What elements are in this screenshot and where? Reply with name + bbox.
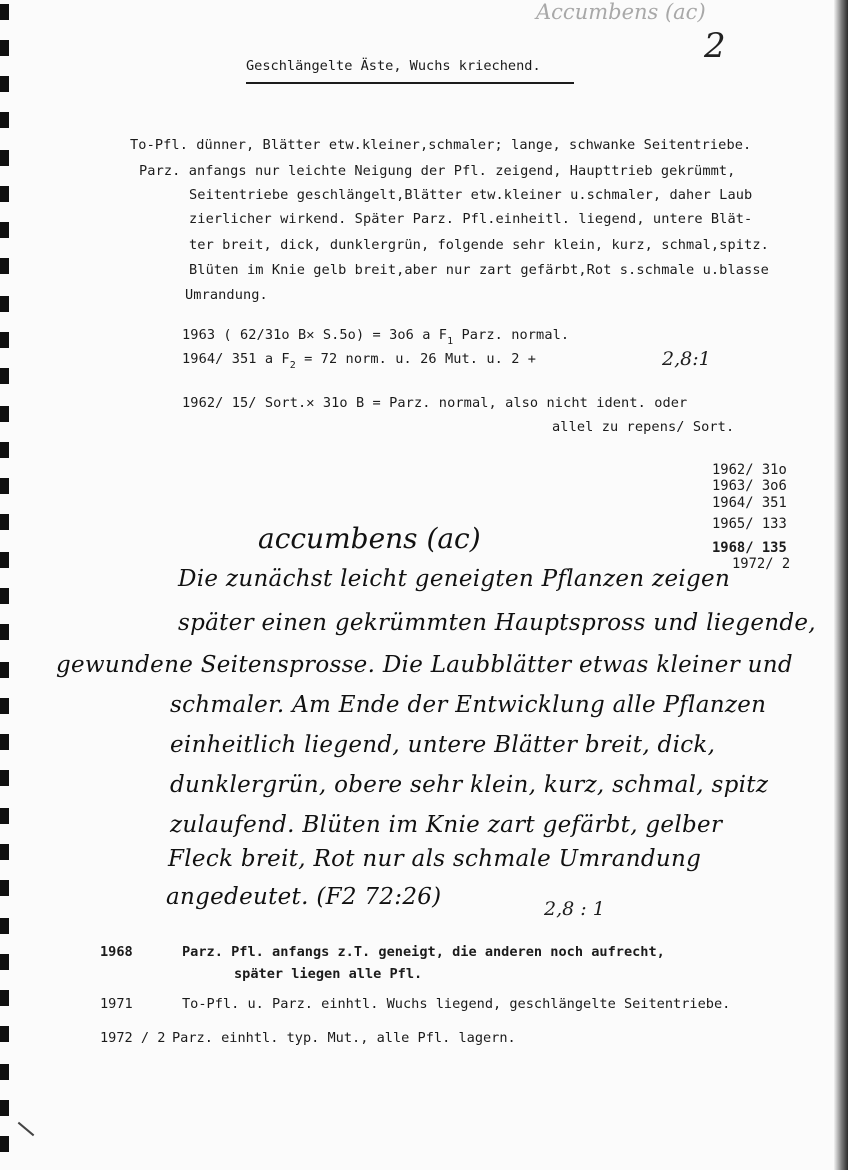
years-item: 1963/ 3o6 [712,478,787,494]
years-item: 1972/ 2 [732,556,791,572]
page-title: Geschlängelte Äste, Wuchs kriechend. [246,58,541,74]
title-underline [246,82,574,84]
description-line: zierlicher wirkend. Später Parz. Pfl.einheitl. liegend, untere Blät- [189,211,753,227]
corner-mark [18,1122,35,1136]
years-item: 1962/ 31o [712,462,787,478]
note-year: 1971 [100,996,133,1012]
handwritten-line: gewundene Seitensprosse. Die Laubblätter etwas kleiner und [56,652,793,678]
handwritten-line: Fleck breit, Rot nur als schmale Umrandung [168,846,702,872]
binder-edge [0,0,14,1170]
pencil-note: Accumbens (ac) [536,0,706,24]
note-year: 1972 / 2 [100,1030,166,1046]
cross-line-3: 1962/ 15/ Sort.✕ 31o B = Parz. normal, also nicht ident. oder [182,395,688,411]
page-number: 2 [704,26,726,66]
handwritten-line: später einen gekrümmten Hauptspross und liegende, [178,610,816,636]
handwritten-line: einheitlich liegend, untere Blätter breit, dick, [170,732,716,758]
handwritten-heading: accumbens (ac) [258,522,481,555]
years-item: 1968/ 135 [712,540,787,556]
cross-line-1: 1963 ( 62/31o B✕ S.5o) = 3o6 a $F_1$ Parz. normal. [182,327,570,347]
description-line: Blüten im Knie gelb breit,aber nur zart gefärbt,Rot s.schmale u.blasse [189,262,769,278]
description-line: Parz. anfangs nur leichte Neigung der Pfl. zeigend, Haupttrieb gekrümmt, [139,163,736,179]
description-line: Seitentriebe geschlängelt,Blätter etw.kleiner u.schmaler, daher Laub [189,187,753,203]
note-text: Parz. Pfl. anfangs z.T. geneigt, die anderen noch aufrecht, [182,944,665,960]
description-line: To-Pfl. dünner, Blätter etw.kleiner,schmaler; lange, schwanke Seitentriebe. [130,137,752,153]
description-line: ter breit, dick, dunklergrün, folgende sehr klein, kurz, schmal,spitz. [189,237,769,253]
page-right-edge-shadow [834,0,848,1170]
note-text: später liegen alle Pfl. [234,966,423,982]
note-text: Parz. einhtl. typ. Mut., alle Pfl. lagern. [172,1030,516,1046]
handwritten-line: zulaufend. Blüten im Knie zart gefärbt, gelber [170,812,723,838]
years-item: 1965/ 133 [712,516,787,532]
note-text: To-Pfl. u. Parz. einhtl. Wuchs liegend, geschlängelte Seitentriebe. [182,996,731,1012]
note-year: 1968 [100,944,133,960]
ratio-annotation: 2,8:1 [662,348,711,370]
handwritten-line: schmaler. Am Ende der Entwicklung alle Pflanzen [170,692,767,718]
ratio-annotation: 2,8 : 1 [544,898,605,920]
cross-line-2: 1964/ 351 a $F_2 = 72$ norm. u. 26 Mut. u. 2 + [182,351,537,371]
years-item: 1964/ 351 [712,495,787,511]
cross-line-4: allel zu repens/ Sort. [552,419,735,435]
handwritten-line: angedeutet. (F2 72:26) [166,884,442,910]
handwritten-line: dunklergrün, obere sehr klein, kurz, schmal, spitz [170,772,769,798]
handwritten-line: Die zunächst leicht geneigten Pflanzen zeigen [178,566,731,592]
description-line: Umrandung. [185,287,268,303]
